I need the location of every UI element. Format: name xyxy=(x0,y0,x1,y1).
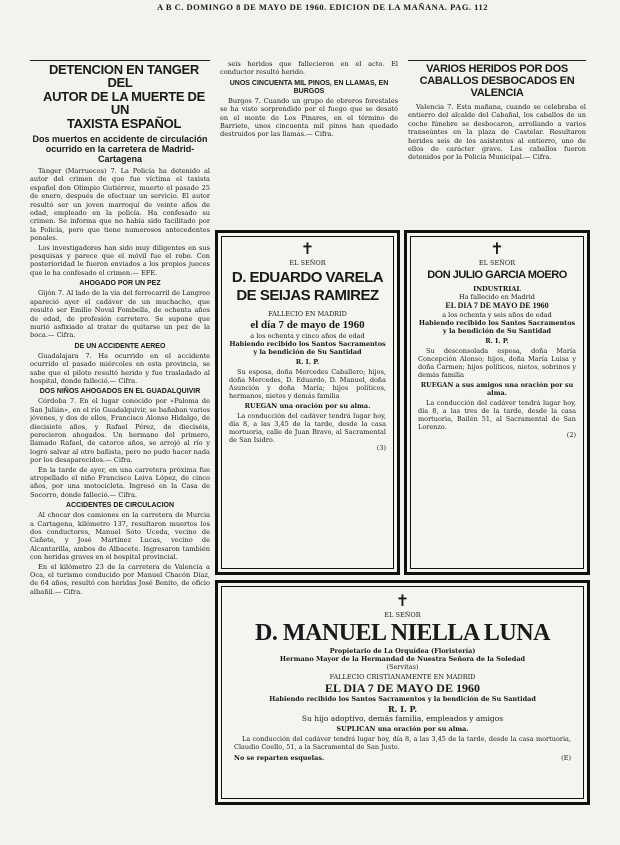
article-paragraph: Córdoba 7. En el lugar conocido por «Paloma de San Julián», en el río Guadalquivir, se bañaban varios jóvenes, y dos de ellos, Francisco Alonso Hidalgo, de diecisiete años, y Rafael Pérez, de dieciséis, perecieron ahogados. Un hermano del primero, llamado Rafael, de catorce años, se arrojó al río y logró salvar al otro bañista, pero no pudo hacer nada por los desaparecidos.— Cifra. xyxy=(30,397,210,465)
cross-icon: ✝ xyxy=(395,591,410,610)
obit-pray: RUEGAN una oración por su alma. xyxy=(244,402,371,410)
obit-date: EL DIA 7 DE MAYO DE 1960 xyxy=(325,681,480,695)
obit-title: EL SEÑOR xyxy=(384,611,421,619)
headline-line-1: DETENCION EN TANGER DEL xyxy=(48,62,200,90)
obit-family: Su esposa, doña Mercedes Caballero; hijos, doña Mercedes, D. Eduardo, D. Manuel, doña Asunción y doña María; hijos políticos, hermanos, nietos y demás familia xyxy=(229,368,386,400)
article-paragraph: Los investigadores han sido muy diligentes en sus pesquisas y parece que el móvil fue el robo. Con posterioridad le fueron enviados a los propios jueces que le ha confesado el crimen.— EFE. xyxy=(30,243,210,277)
obit-name: DON JULIO GARCIA MOERO xyxy=(427,269,567,281)
obit-profession: INDUSTRIAL xyxy=(473,285,521,293)
obit-pray: RUEGAN a sus amigos una oración por su alma. xyxy=(420,381,574,397)
obit-title: EL SEÑOR xyxy=(289,259,326,267)
headline-line-3: TAXISTA ESPAÑOL xyxy=(66,116,182,131)
obituary-frame xyxy=(221,236,394,569)
right-headline: VARIOS HERIDOS POR DOS CABALLOS DESBOCADOS EN VALENCIA xyxy=(419,63,575,99)
article-paragraph: seis heridos que fallecieron en el acto. El conductor resultó herido. xyxy=(220,60,398,77)
obit-profession: Propietario de La Orquídea (Floristería) xyxy=(329,647,476,655)
obit-convoy: La conducción del cadáver tendrá lugar hoy, día 8, a las 3,45 de la tarde, desde la casa mortuoria, calle de Juan Bravo, al Sacramental de San Isidro. xyxy=(229,412,386,444)
obit-ref: (E) xyxy=(561,754,571,762)
obituary-frame xyxy=(221,586,584,799)
obit-name: D. EDUARDO VARELA DE SEIJAS RAMIREZ xyxy=(231,269,384,304)
obit-rip: R. I. P. xyxy=(387,704,417,714)
obit-note: No se reparten esquelas. xyxy=(234,754,325,762)
obit-ref: (2) xyxy=(566,431,576,439)
obit-role-sub: (Servitas) xyxy=(386,663,419,671)
obit-sacraments: Habiendo recibido los Santos Sacramentos y la bendición de Su Santidad xyxy=(229,340,386,356)
section-heading: DE UN ACCIDENTE AEREO xyxy=(74,342,166,350)
obit-rip: R. I. P. xyxy=(485,337,509,345)
obit-body xyxy=(418,347,576,439)
obit-convoy: La conducción del cadáver tendrá lugar hoy, día 8, a las 3,45 de la tarde, desde la casa mortuoria, Claudio Coello, 51, a la Sacramental de San Justo. xyxy=(234,735,571,751)
obit-convoy: La conducción del cadáver tendrá lugar hoy, día 8, a las tres de la tarde, desde la casa mortuoria, Bailén 51, al Sacramental de San Lorenzo. xyxy=(418,399,576,431)
obit-date: el día 7 de mayo de 1960 xyxy=(250,319,365,331)
obit-body xyxy=(229,368,386,452)
article-paragraph: En la tarde de ayer, en una carretera próxima fue atropellado el niño Francisco Leiva López, de cinco años, por una motocicleta. Ingresó en la Casa de Socorro, donde falleció.— Cifra. xyxy=(30,465,210,499)
right-column xyxy=(408,60,586,220)
obit-date: EL DIA 7 DE MAYO DE 1960 xyxy=(445,301,549,310)
obit-footer xyxy=(234,754,571,762)
cross-icon: ✝ xyxy=(300,239,315,258)
middle-column xyxy=(220,60,398,220)
obituary-frame xyxy=(410,236,584,569)
obit-age: a los ochenta y seis años de edad xyxy=(442,311,552,319)
obit-role: Hermano Mayor de la Hermandad de Nuestra Señora de la Soledad xyxy=(279,655,526,663)
obit-name: D. MANUEL NIELLA LUNA xyxy=(255,620,550,646)
obit-title: EL SEÑOR xyxy=(478,259,516,267)
section-heading: DOS NIÑOS AHOGADOS EN EL GUADALQUIVIR xyxy=(39,388,201,396)
obit-family: Su hijo adoptivo, demás familia, empleados y amigos xyxy=(301,714,504,723)
obit-rip: R. I. P. xyxy=(295,358,320,366)
section-heading: UNOS CINCUENTA MIL PINOS, EN LLAMAS, EN BURGOS xyxy=(229,79,389,95)
article-paragraph: En el kilómetro 23 de la carretera de Valencia a Oca, el turismo conducido por Manuel Chacón Díaz, de 64 años, resultó con heridas José Benito, de oficio albañil.— Cifra. xyxy=(30,562,210,596)
article-paragraph: Burgos 7. Cuando un grupo de obreros forestales se ha visto sorprendido por el fuego que se desató en el monte de Los Pinares, en el término de Barriete, unos cincuenta mil pinos han quedado destruidos por las llamas.— Cifra. xyxy=(220,96,398,139)
section-heading: ACCIDENTES DE CIRCULACION xyxy=(65,502,175,510)
obit-ref: (3) xyxy=(376,444,386,452)
obit-sacraments: Habiendo recibido los Santos Sacramentos y la bendición de Su Santidad xyxy=(418,319,576,335)
obit-place: FALLECIO EN MADRID xyxy=(268,310,347,318)
headline-line-2: AUTOR DE LA MUERTE DE UN xyxy=(43,89,205,117)
article-paragraph: Al chocar dos camiones en la carretera de Murcia a Cartagena, kilómetro 137, resultaron muertos los dos conductores, Manuel Soto Uceda, vecino de Cañete, y José Martínez Lucas, vecino de Alcantarilla, ambos de Albacete. Ingresaron también con heridas graves en el hospital provincial. xyxy=(30,511,210,562)
left-column xyxy=(30,60,210,840)
obituary-varela xyxy=(215,230,400,575)
cross-icon: ✝ xyxy=(490,239,504,258)
page-header: A B C. DOMINGO 8 DE MAYO DE 1960. EDICION DE LA MAÑANA. PAG. 112 xyxy=(157,2,488,12)
article-paragraph: Gijón 7. Al lado de la vía del ferrocarril de Langreo apareció ayer el cadáver de un muchacho, que resultó ser Emilio Noval Fombella, de ochenta años de edad, de profesión carretero. Se supone que murió asfixiado al tratar de quitarse un pez de la boca.— Cifra. xyxy=(30,289,210,340)
obituary-garcia xyxy=(404,230,590,575)
obit-place: FALLECIO CRISTIANAMENTE EN MADRID xyxy=(329,673,476,681)
left-subhead: Dos muertos en accidente de circulación ocurrido en la carretera de Madrid-Cartagena xyxy=(32,134,208,164)
section-heading: AHOGADO POR UN PEZ xyxy=(79,280,161,288)
obit-family: Su desconsolada esposa, doña María Concepción Alonso; hijos, doña María Luisa y doña Carmen; hijos políticos, nietos, sobrinos y demás familia xyxy=(418,347,576,379)
obituary-niella xyxy=(215,580,590,805)
obit-body xyxy=(234,735,571,751)
article-paragraph: Tánger (Marruecos) 7. La Policía ha detenido al autor del crimen de que fue víctima el taxista español don Olimpio Gutiérrez, muerto el pasado 25 de enero, después de efectuar un servicio. El autor resultó ser un joven marroquí de veinte años de edad, empleado en la policía. Ha confesado su crimen. Se informa que no había sido facilitado por la Policía, pero que tiene numerosos antecedentes penales. xyxy=(30,167,210,243)
obit-place: Ha fallecido en Madrid xyxy=(459,293,535,301)
obit-age: a los ochenta y cinco años de edad xyxy=(250,332,365,340)
article-paragraph: Valencia 7. Esta mañana, cuando se celebraba el entierro del alcalde del Cabañal, los caballos de un coche fúnebre se desbocaron, arrollando a varios transeúntes en la plaza de Castelar. Resultaron heridos seis de los asistentes al entierro, uno de ellos de carácter grave. Los caballos fueron detenidos por la Policía Municipal.— Cifra. xyxy=(408,103,586,162)
article-paragraph: Guadalajara 7. Ha ocurrido en el accidente ocurrido el pasado miércoles en esta provincia, se sabe que el piloto resultó herido y fue trasladado al hospital, donde falleció.— Cifra. xyxy=(30,351,210,385)
obit-pray: SUPLICAN una oración por su alma. xyxy=(336,725,469,733)
obit-sacraments: Habiendo recibido los Santos Sacramentos y la bendición de Su Santidad xyxy=(269,695,536,703)
